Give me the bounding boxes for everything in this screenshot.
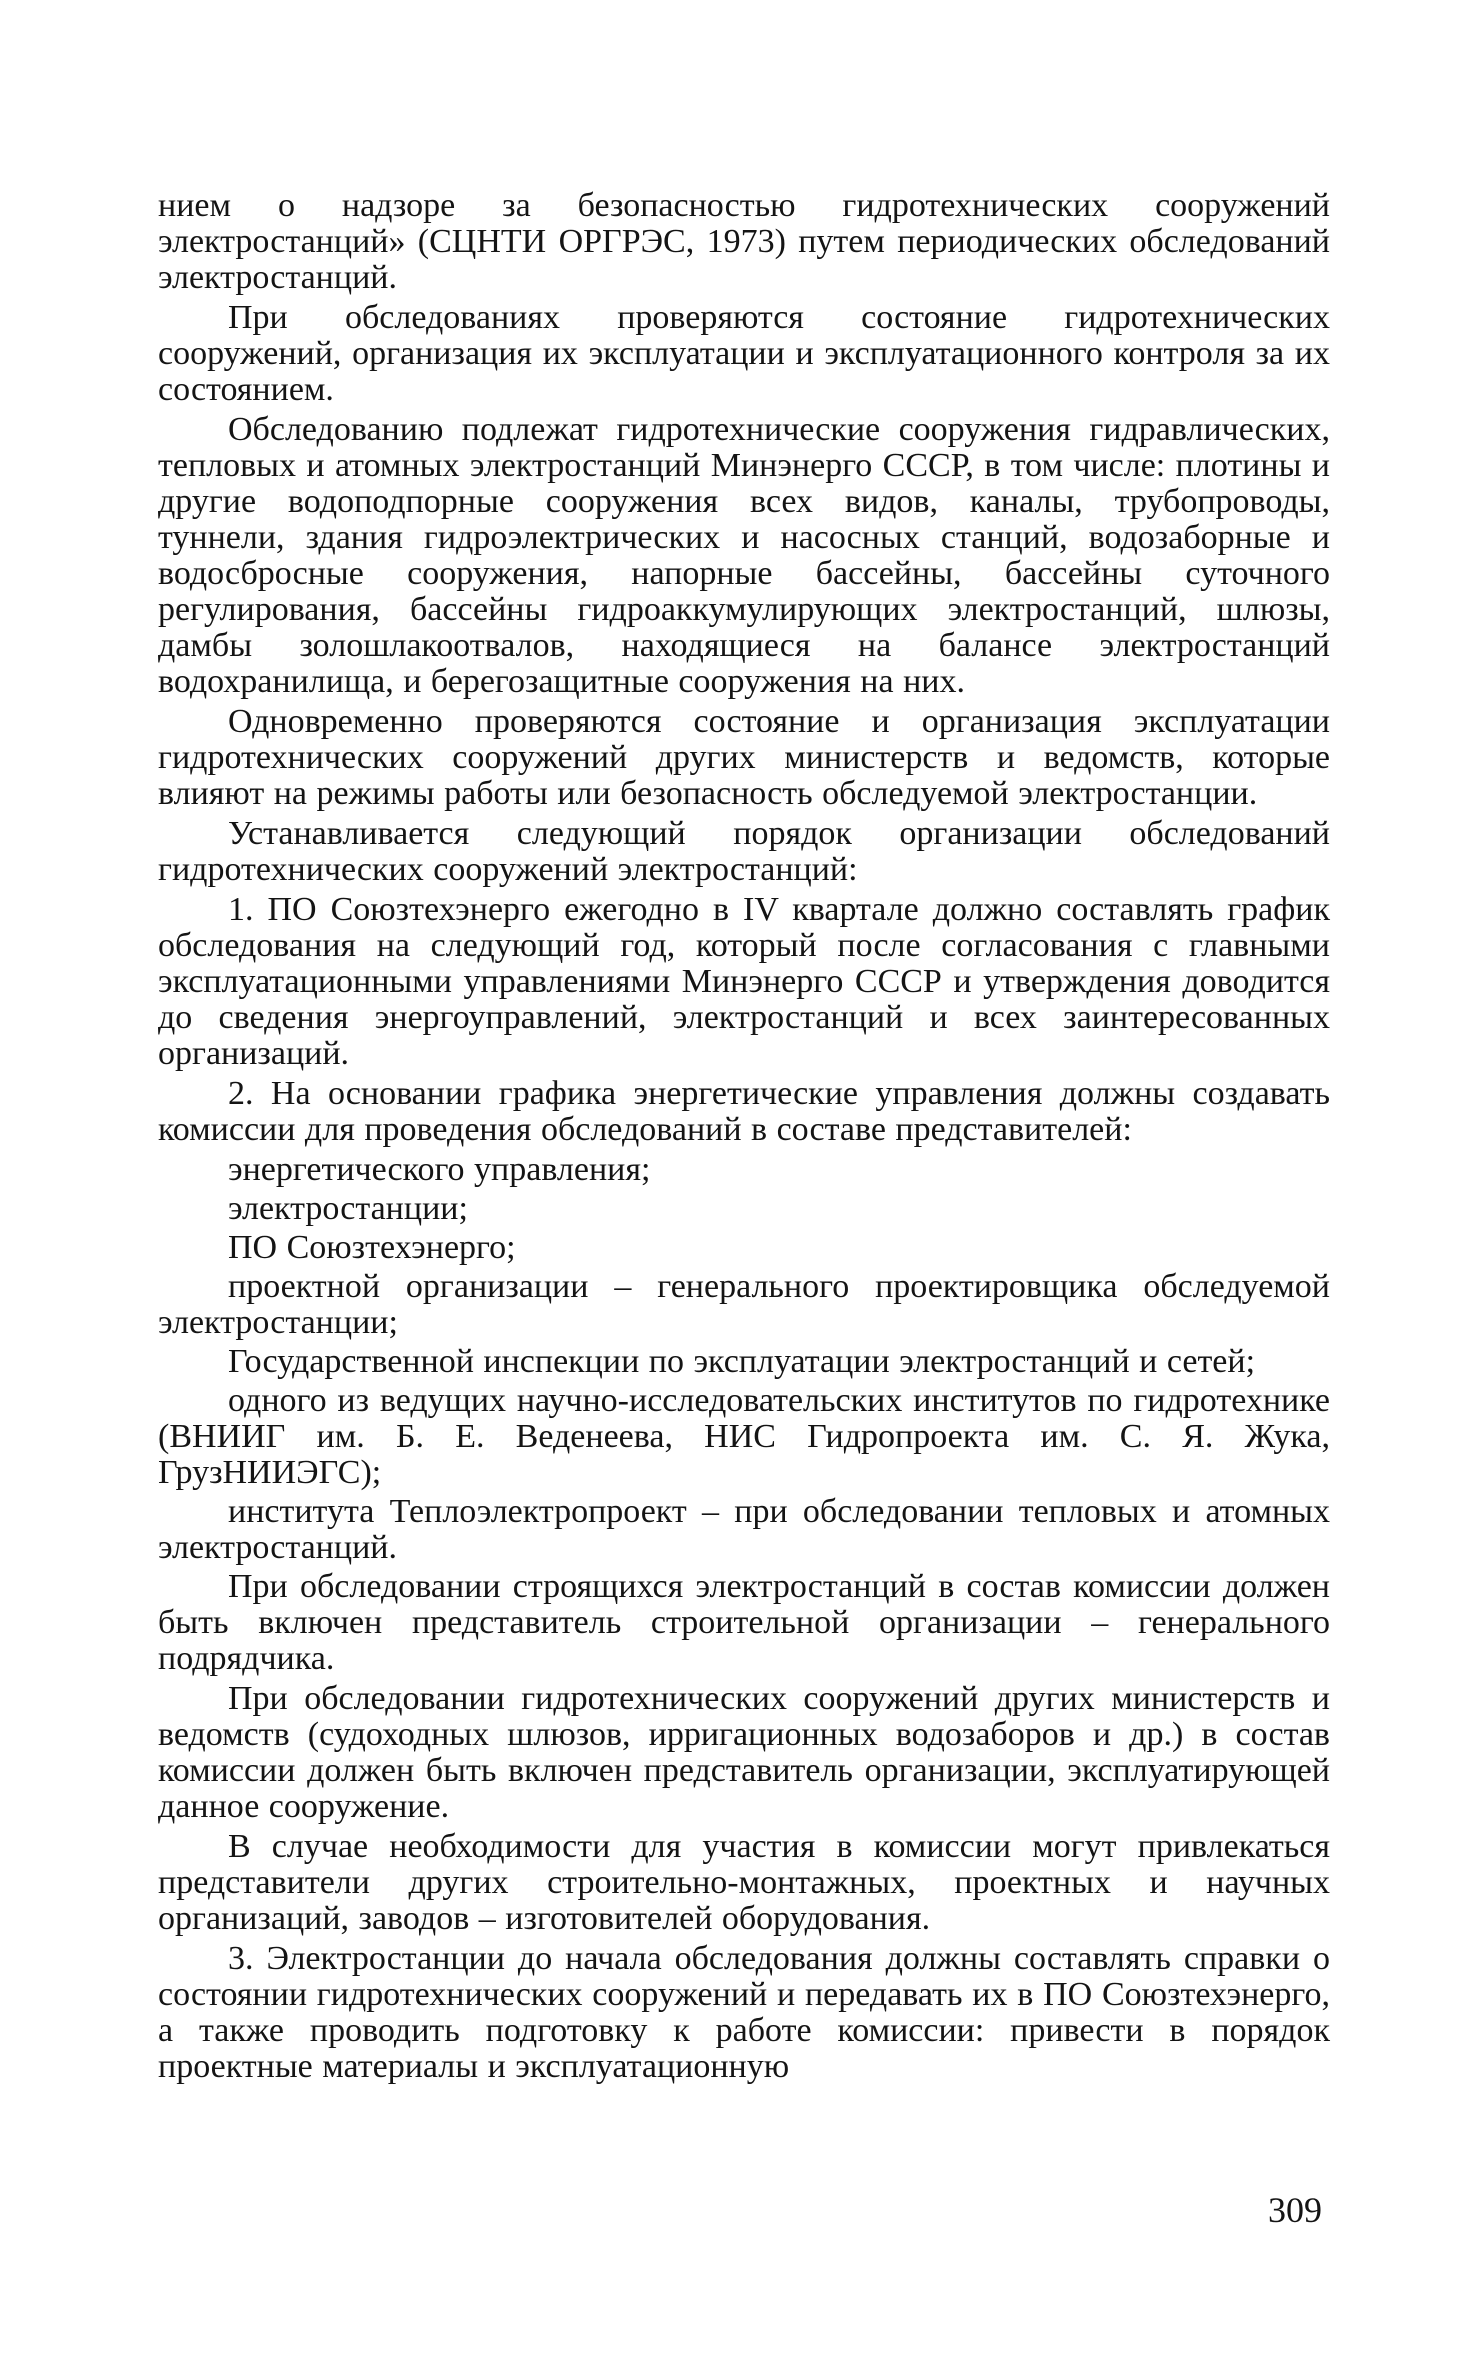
commission-member-2: электростанции; — [228, 1190, 468, 1227]
paragraph-16: При обследовании гидротехнических сооружений других министерств и ведомств (судоходных шлюзов, ирригационных водозаборов и др.) в состав комиссии должен быть включен представитель организации, эксплуатирующей данное сооружение. — [158, 1680, 1330, 1825]
page-number: 309 — [1268, 2190, 1322, 2230]
commission-member-1: энергетического управления; — [228, 1151, 651, 1188]
paragraph-3: Обследованию подлежат гидротехнические сооружения гидравлических, тепловых и атомных электростанций Минэнерго СССР, в том числе: плотины и другие водоподпорные сооружения всех видов, каналы, трубопроводы, туннели, здания гидроэлектрических и насосных станций, водозаборные и водосбросные сооружения, напорные бассейны, бассейны суточного регулирования, бассейны гидроаккумулирующих электростанций, шлюзы, дамбы золошлакоотвалов, находящиеся на балансе электростанций водохранилища, и берегозащитные сооружения на них. — [158, 411, 1330, 700]
paragraph-15: При обследовании строящихся электростанций в состав комиссии должен быть включен представитель строительной организации – генерального подрядчика. — [158, 1568, 1330, 1677]
page-body — [158, 188, 1330, 2089]
commission-member-6: одного из ведущих научно-исследовательских институтов по гидротехнике (ВНИИГ им. Б. Е. Веденеева, НИС Гидропроекта им. С. Я. Жука, ГрузНИИЭГС); — [158, 1382, 1330, 1491]
paragraph-4: Одновременно проверяются состояние и организация эксплуатации гидротехнических сооружений других министерств и ведомств, которые влияют на режимы работы или безопасность обследуемой электростанции. — [158, 703, 1330, 812]
commission-member-4: проектной организации – генерального проектировщика обследуемой электростанции; — [158, 1268, 1330, 1341]
paragraph-5: Устанавливается следующий порядок организации обследований гидротехнических сооружений электростанций: — [158, 815, 1330, 888]
paragraph-17: В случае необходимости для участия в комиссии могут привлекаться представители других строительно-монтажных, проектных и научных организаций, заводов – изготовителей оборудования. — [158, 1828, 1330, 1937]
paragraph-18: 3. Электростанции до начала обследования должны составлять справки о состоянии гидротехнических сооружений и передавать их в ПО Союзтехэнерго, а также проводить подготовку к работе комиссии: привести в порядок проектные материалы и эксплуатационную — [158, 1940, 1330, 2085]
commission-member-3: ПО Союзтехэнерго; — [228, 1229, 516, 1266]
paragraph-7: 2. На основании графика энергетические управления должны создавать комиссии для проведения обследований в составе представителей: — [158, 1075, 1330, 1148]
paragraph-2: При обследованиях проверяются состояние гидротехнических сооружений, организация их эксплуатации и эксплуатационного контроля за их состоянием. — [158, 299, 1330, 408]
paragraph-1: нием о надзоре за безопасностью гидротехнических сооружений электростанций» (СЦНТИ ОРГРЭС, 1973) путем периодических обследований электростанций. — [158, 187, 1330, 296]
commission-member-7: института Теплоэлектропроект – при обследовании тепловых и атомных электростанций. — [158, 1493, 1330, 1566]
paragraph-6: 1. ПО Союзтехэнерго ежегодно в IV квартале должно составлять график обследования на следующий год, который после согласования с главными эксплуатационными управлениями Минэнерго СССР и утверждения доводится до сведения энергоуправлений, электростанций и всех заинтересованных организаций. — [158, 891, 1330, 1072]
commission-member-5: Государственной инспекции по эксплуатации электростанций и сетей; — [228, 1343, 1256, 1380]
